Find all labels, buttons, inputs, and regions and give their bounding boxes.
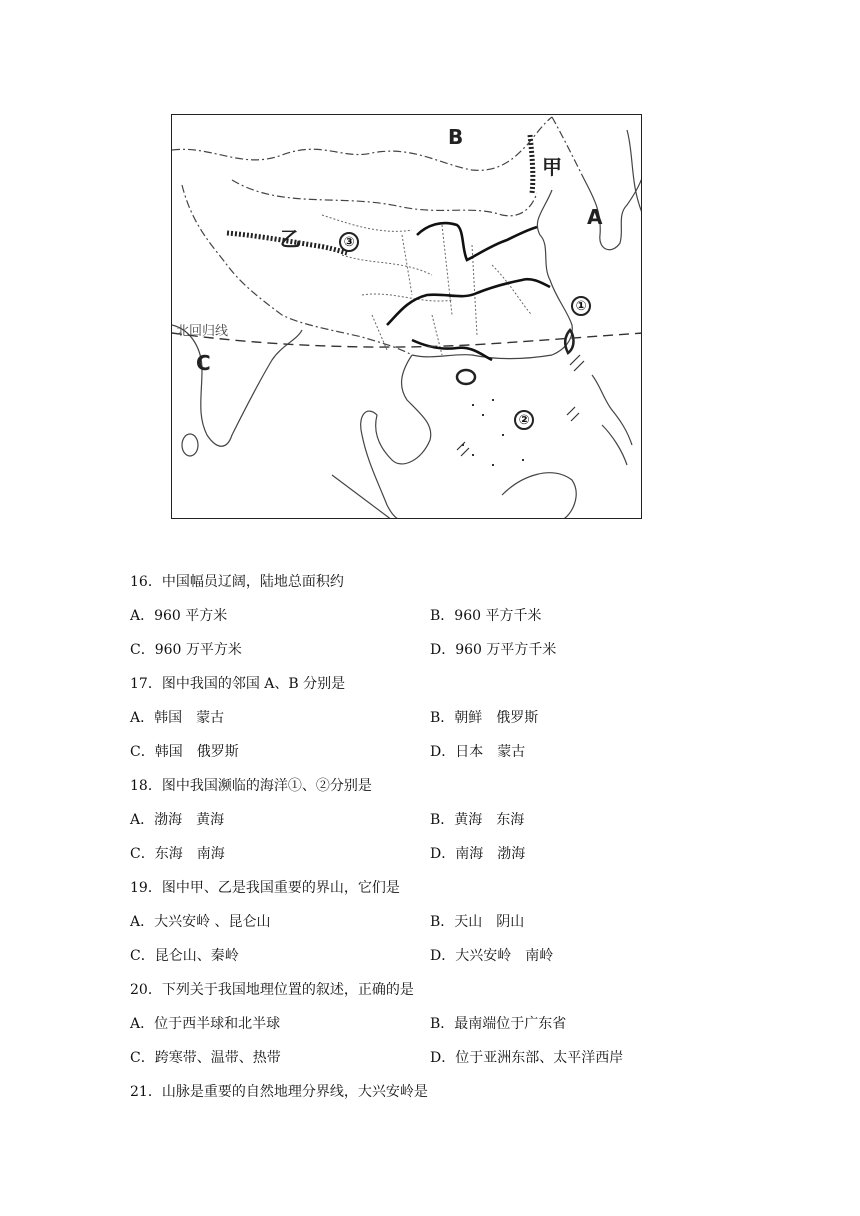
q17-option-c: C．韩国 俄罗斯 xyxy=(130,744,239,760)
sumatra xyxy=(332,475,392,519)
q16-option-d: D．960 万平方千米 xyxy=(430,642,557,658)
borneo xyxy=(502,473,576,519)
label-b: B xyxy=(448,125,464,149)
q20-option-c: C．跨寒带、温带、热带 xyxy=(130,1050,281,1066)
india-coast xyxy=(172,325,302,446)
q19-option-d: D．大兴安岭 南岭 xyxy=(430,948,554,964)
label-c: C xyxy=(196,351,211,375)
question-21-stem: 21．山脉是重要的自然地理分界线，大兴安岭是 xyxy=(130,1084,428,1100)
q17-option-d: D．日本 蒙古 xyxy=(430,744,526,760)
q18-option-c: C．东海 南海 xyxy=(130,846,225,862)
q16-option-c: C．960 万平方米 xyxy=(130,642,242,658)
sri-lanka xyxy=(182,434,198,456)
china-east-coast xyxy=(537,190,572,355)
label-a: A xyxy=(587,205,603,229)
hatching xyxy=(457,355,584,456)
q19-option-a: A．大兴安岭 、昆仑山 xyxy=(130,914,271,930)
circle-2-label: ② xyxy=(514,410,534,430)
northern-bold-line xyxy=(417,223,537,260)
map-drawing xyxy=(172,115,642,519)
q16-option-b: B．960 平方千米 xyxy=(430,608,542,624)
q20-option-a: A．位于西半球和北半球 xyxy=(130,1016,281,1032)
question-18-stem: 18．图中我国濒临的海洋①、②分别是 xyxy=(130,778,372,794)
tropic-label: 北回归线 xyxy=(176,324,229,339)
label-jia: 甲 xyxy=(542,155,562,179)
circle-3-label: ③ xyxy=(339,232,359,252)
question-16-stem: 16．中国幅员辽阔，陆地总面积约 xyxy=(130,574,344,590)
q19-option-b: B．天山 阴山 xyxy=(430,914,525,930)
china-map-figure xyxy=(171,114,642,519)
hainan-island xyxy=(457,370,475,384)
q20-option-b: B．最南端位于广东省 xyxy=(430,1016,567,1032)
indochina-coast xyxy=(361,355,431,519)
circle-1-label: ① xyxy=(571,296,591,316)
q20-option-d: D．位于亚洲东部、太平洋西岸 xyxy=(430,1050,624,1066)
question-19-stem: 19．图中甲、乙是我国重要的界山，它们是 xyxy=(130,880,400,896)
q18-option-d: D．南海 渤海 xyxy=(430,846,526,862)
south-sea-islands xyxy=(462,400,524,465)
question-17-stem: 17．图中我国的邻国 A、B 分别是 xyxy=(130,676,346,692)
q17-option-a: A．韩国 蒙古 xyxy=(130,710,225,726)
q17-option-b: B．朝鲜 俄罗斯 xyxy=(430,710,539,726)
q18-option-a: A．渤海 黄海 xyxy=(130,812,225,828)
question-20-stem: 20．下列关于我国地理位置的叙述，正确的是 xyxy=(130,982,414,998)
mongolia-border xyxy=(232,180,537,216)
q16-option-a: A．960 平方米 xyxy=(130,608,228,624)
philippines xyxy=(592,375,632,465)
q19-option-c: C．昆仑山、秦岭 xyxy=(130,948,239,964)
label-yi: 乙 xyxy=(280,227,300,251)
northern-border xyxy=(172,117,552,170)
q18-option-b: B．黄海 东海 xyxy=(430,812,525,828)
jia-mountain-range xyxy=(530,135,533,193)
qinling-huaihe-line xyxy=(387,279,550,325)
